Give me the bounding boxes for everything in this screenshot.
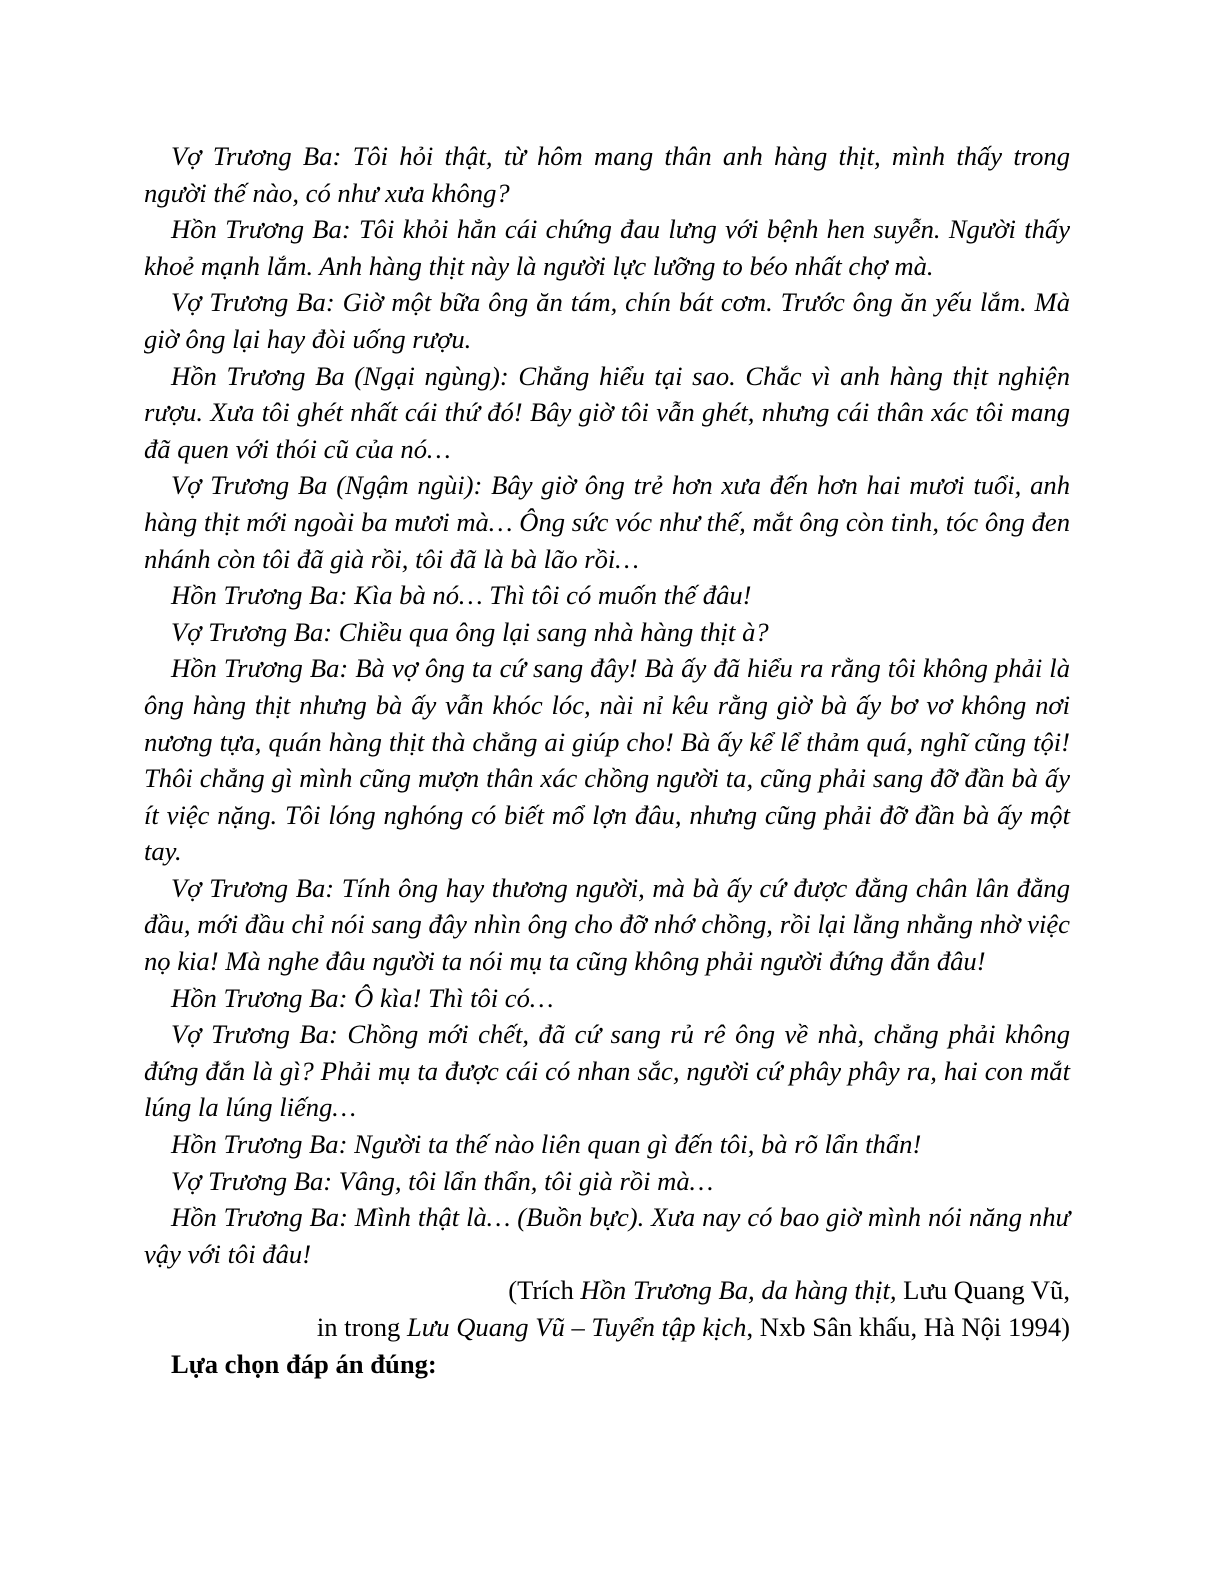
dialogue-line: Vợ Trương Ba: Vâng, tôi lẩn thẩn, tôi già rồi mà… [171,1165,714,1196]
citation-line-2 [144,1309,1070,1346]
dialogue-line: Vợ Trương Ba: Tính ông hay thương người, mà bà ấy cứ được đằng chân lân đằng đầu, mới đầu chỉ nói sang đây nhìn ông cho đỡ nhớ chồng, rồi lại lằng nhằng nhờ việc nọ kia! Mà nghe đâu người ta nói mụ ta cũng không phải người đứng đắn đâu! [144,872,1070,977]
dialogue-line: Hồn Trương Ba: Kìa bà nó… Thì tôi có muốn thế đâu! [171,580,752,611]
dialogue-line: Hồn Trương Ba: Người ta thế nào liên quan gì đến tôi, bà rõ lẩn thẩn! [171,1129,922,1160]
citation-suffix: , Nxb Sân khấu, Hà Nội 1994) [746,1312,1070,1342]
citation-prefix: in trong [316,1312,407,1342]
dialogue-line: Hồn Trương Ba: Mình thật là… (Buồn bực). Xưa nay có bao giờ mình nói năng như vậy với tôi đâu! [144,1202,1070,1269]
dialogue-line: Vợ Trương Ba: Chiều qua ông lại sang nhà hàng thịt à? [171,616,769,647]
citation-collection: Lưu Quang Vũ – Tuyển tập kịch [406,1312,747,1342]
dialogue-line: Hồn Trương Ba: Tôi khỏi hẳn cái chứng đau lưng với bệnh hen suyễn. Người thấy khoẻ mạnh lắm. Anh hàng thịt này là người lực lưỡng to béo nhất chợ mà. [144,214,1070,281]
dialogue-line: Hồn Trương Ba: Ô kìa! Thì tôi có… [171,982,554,1013]
dialogue-line: Hồn Trương Ba: Bà vợ ông ta cứ sang đây! Bà ấy đã hiểu ra rằng tôi không phải là ông hàng thịt nhưng bà ấy vẫn khóc lóc, nài nỉ kêu rằng giờ bà ấy bơ vơ không nơi nương tựa, quán hàng thịt thà chẳng ai giúp cho! Bà ấy kể lể thảm quá, nghĩ cũng tội! Thôi chẳng gì mình cũng mượn thân xác chồng người ta, cũng phải sang đỡ đần bà ấy ít việc nặng. Tôi lóng nghóng có biết mổ lợn đâu, nhưng cũng phải đỡ đần bà ấy một tay. [144,653,1070,867]
dialogue-line: Hồn Trương Ba (Ngại ngùng): Chẳng hiểu tại sao. Chắc vì anh hàng thịt nghiện rượu. Xưa tôi ghét nhất cái thứ đó! Bây giờ tôi vẫn ghét, nhưng cái thân xác tôi mang đã quen với thói cũ của nó… [144,360,1070,464]
dialogue-line: Vợ Trương Ba (Ngậm ngùi): Bây giờ ông trẻ hơn xưa đến hơn hai mươi tuổi, anh hàng thịt mới ngoài ba mươi mà… Ông sức vóc như thế, mắt ông còn tinh, tóc ông đen nhánh còn tôi đã già rồi, tôi đã là bà lão rồi… [144,470,1070,574]
question-prompt: Lựa chọn đáp án đúng: [171,1348,437,1379]
citation-work-title: Hồn Trương Ba, da hàng thịt, [580,1275,897,1306]
citation-line-1 [144,1272,1070,1309]
dialogue-line: Vợ Trương Ba: Chồng mới chết, đã cứ sang rủ rê ông về nhà, chẳng phải không đứng đắn là gì? Phải mụ ta được cái có nhan sắc, người cứ phây phây ra, hai con mắt lúng la lúng liếng… [144,1019,1070,1123]
dialogue-line: Vợ Trương Ba: Giờ một bữa ông ăn tám, chín bát cơm. Trước ông ăn yếu lắm. Mà giờ ông lại hay đòi uống rượu. [144,287,1070,354]
citation-open: (Trích [508,1275,581,1306]
dialogue-line: Vợ Trương Ba: Tôi hỏi thật, từ hôm mang thân anh hàng thịt, mình thấy trong người thế nào, có như xưa không? [144,141,1070,208]
citation-author: Lưu Quang Vũ, [896,1275,1070,1306]
document-page [144,138,1070,1382]
